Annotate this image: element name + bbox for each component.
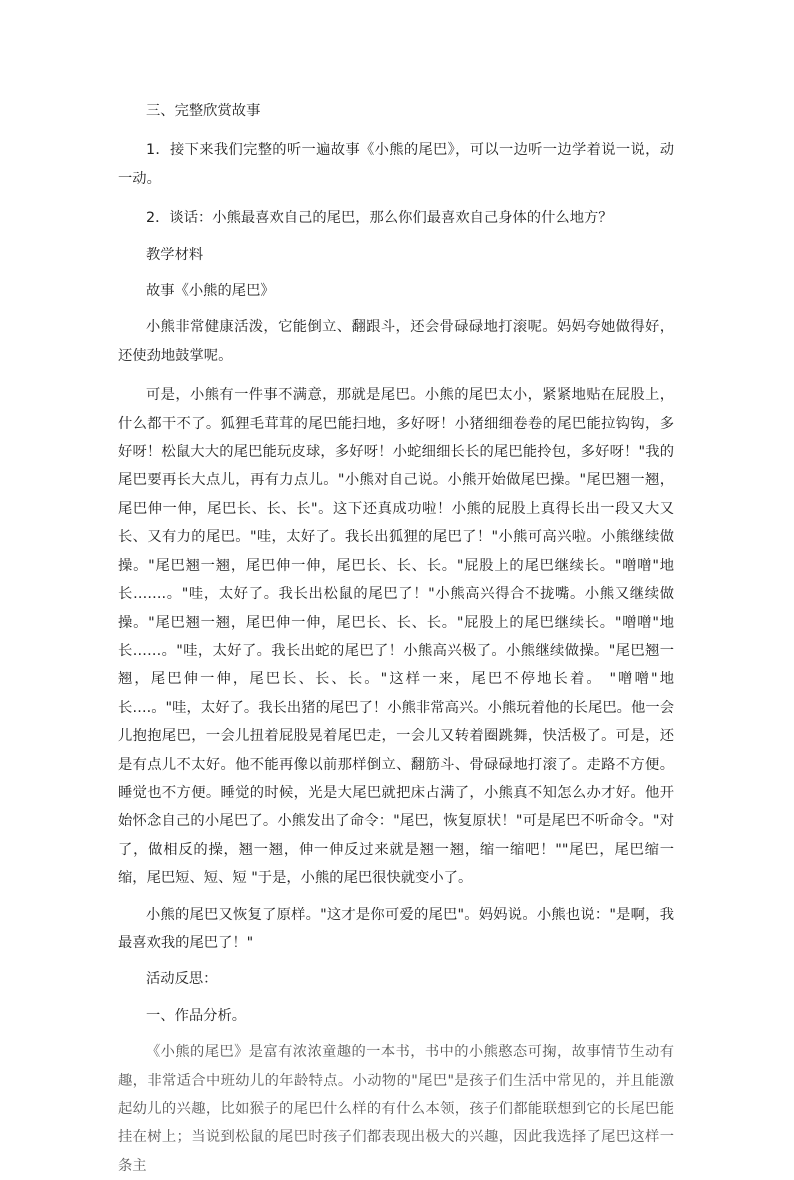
story-paragraph-3: 小熊的尾巴又恢复了原样。"这才是你可爱的尾巴"。妈妈说。小熊也说："是啊，我最喜欢我的尾巴了！"	[118, 906, 674, 951]
story-paragraph-2: 可是，小熊有一件事不满意，那就是尾巴。小熊的尾巴太小，紧紧地贴在屁股上，什么都干不了。狐狸毛茸茸的尾巴能扫地，多好呀！小猪细细卷卷的尾巴能拉钩钩，多好呀！松鼠大大的尾巴能玩皮球，多好呀！小蛇细细长长的尾巴能拎包，多好呀！"我的尾巴要再长大点儿，再有力点儿。"小熊对自己说。小熊开始做尾巴操。"尾巴翘一翘，尾巴伸一伸，尾巴长、长、长"。这下还真成功啦！小熊的屁股上真得长出一段又大又长、又有力的尾巴。"哇，太好了。我长出狐狸的尾巴了！"小熊可高兴啦。小熊继续做操。"尾巴翘一翘，尾巴伸一伸，尾巴长、长、长。"屁股上的尾巴继续长。"噌噌"地长…….。"哇，太好了。我长出松鼠的尾巴了！"小熊高兴得合不拢嘴。小熊又继续做操。"尾巴翘一翘，尾巴伸一伸，尾巴长、长、长。"屁股上的尾巴继续长。"噌噌"地长……。"哇，太好了。我长出蛇的尾巴了！小熊高兴极了。小熊继续做操。"尾巴翘一翘，尾巴伸一伸，尾巴长、长、长。"这样一来，尾巴不停地长着。 "噌噌"地长….。"哇，太好了。我长出猪的尾巴了！小熊非常高兴。小熊玩着他的长尾巴。他一会儿抱抱尾巴，一会儿扭着屁股晃着尾巴走，一会儿又转着圈跳舞，快活极了。可是，还是有点儿不太好。他不能再像以前那样倒立、翻筋斗、骨碌碌地打滚了。走路不方便。睡觉也不方便。睡觉的时候，光是大尾巴就把床占满了，小熊真不知怎么办才好。他开始怀念自己的小尾巴了。小熊发出了命令："尾巴，恢复原状！"可是尾巴不听命令。"对了，做相反的操，翘一翘，伸一伸反过来就是翘一翘，缩一缩吧！""尾巴，尾巴缩一缩，尾巴短、短、短 "于是，小熊的尾巴很快就变小了。	[118, 387, 674, 887]
analysis-paragraph: 《小熊的尾巴》是富有浓浓童趣的一本书，书中的小熊憨态可掬，故事情节生动有趣，非常适合中班幼儿的年龄特点。小动物的"尾巴"是孩子们生活中常见的，并且能激起幼儿的兴趣，比如猴子的尾巴什么样的有什么本领，孩子们都能联想到它的长尾巴能挂在树上；当说到松鼠的尾巴时孩子们都表现出极大的兴趣，因此我选择了尾巴这样一条主	[118, 1044, 674, 1174]
story-paragraph-1: 小熊非常健康活泼，它能倒立、翻跟斗，还会骨碌碌地打滚呢。妈妈夸她做得好，还使劲地鼓掌呢。	[118, 319, 674, 364]
materials-heading: 教学材料	[146, 246, 204, 263]
paragraph-step-1: 1．接下来我们完整的听一遍故事《小熊的尾巴》，可以一边听一边学着说一说，动一动。	[118, 142, 674, 187]
section-heading: 三、完整欣赏故事	[146, 103, 261, 119]
reflection-heading: 活动反思：	[146, 971, 218, 988]
paragraph-step-2: 2．谈话：小熊最喜欢自己的尾巴，那么你们最喜欢自己身体的什么地方？	[146, 210, 613, 227]
document-page	[118, 97, 674, 1180]
story-title: 故事《小熊的尾巴》	[146, 283, 275, 300]
analysis-heading: 一、作品分析。	[146, 1007, 247, 1024]
